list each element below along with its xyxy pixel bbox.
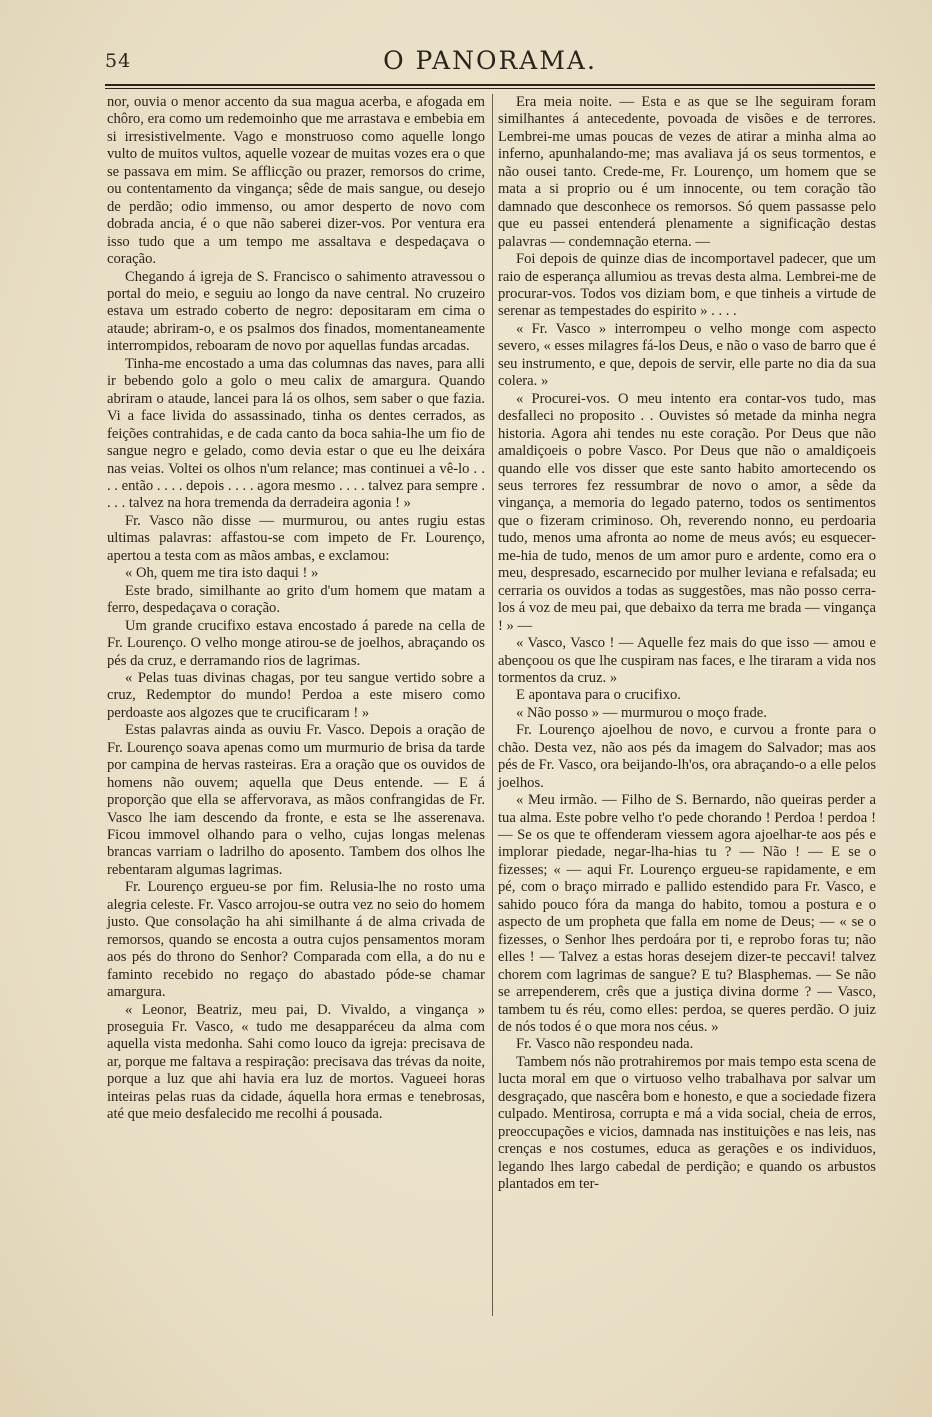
paragraph: nor, ouvia o menor accento da sua magua acerba, e afogada em chôro, era como um redemoinho que me arrastava e embebia em si irresistivelmente. Vago e monstruoso como aquelle longo vulto de muitos vultos, aquelle vozear de muitas vozes era o que se passava em mim. Se afflicção ou prazer, remorsos do crime, ou contentamento da vingança; sêde de mais sangue, ou desejo de perdão; odio immenso, ou amor desperto de novo com dobrada ancia, é o que não saberei dizer-vos. Por ventura era isso tudo que a um tempo me assaltava e despedaçava o coração. (107, 94, 485, 268)
paragraph: Fr. Vasco não disse — murmurou, ou antes rugiu estas ultimas palavras: affastou-se com impeto de Fr. Lourenço, apertou a testa com as mãos ambas, e exclamou: (107, 512, 485, 564)
paragraph: Estas palavras ainda as ouviu Fr. Vasco. Depois a oração de Fr. Lourenço soava apenas como um murmurio de brisa da tarde por campina de hervas rasteiras. Era a oração que os ouvidos de homens não ouvem; aquella que Deus entende. — E á proporção que ella se affervorava, as mãos confrangidas de Fr. Vasco lhe iam descendo da fronte, e esta se lhe asserenava. Ficou immovel olhando para o velho, cujas longas melenas brancas varriam o ladrilho do aposento. Tambem dos olhos lhe rebentaram algumas lagrimas. (107, 722, 485, 878)
column-divider (492, 94, 493, 1316)
paragraph: Fr. Lourenço ajoelhou de novo, e curvou a fronte para o chão. Desta vez, não aos pés da imagem do Salvador; mas aos pés de Fr. Vasco, ora beijando-lh'os, ora abraçando-o a elle pelos joelhos. (498, 722, 876, 791)
paragraph: « Meu irmão. — Filho de S. Bernardo, não queiras perder a tua alma. Este pobre velho t'o pede chorando ! Perdoa ! perdoa ! — Se os que te offenderam viessem agora ajoelhar-te aos pés e implorar piedade, negar-lha-hias tu ? — Não ! — E se o fizesses; « — aqui Fr. Lourenço ergueu-se rapidamente, e em pé, com o braço mirrado e pallido estendido para Fr. Vasco, e sahido pouco fóra da manga do habito, tomou a postura e o aspecto de um propheta que falla em nome de Deus; — « se o fizesses, o Senhor lhes perdoára por ti, e reprobo foras tu; não elles ! — Talvez a estas horas desejem dizer-te peccavi! talvez chorem com lagrimas de sangue? E tu? Blasphemas. — Se não se arrependerem, crês que a justiça divina dorme ? — Vasco, tambem tu és réu, como elles: perdoa, se queres perdão. O juiz de nós todos é o que mora nos céus. » (498, 792, 876, 1036)
paragraph: « Não posso » — murmurou o moço frade. (516, 704, 767, 721)
paragraph: Foi depois de quinze dias de incomportavel padecer, que um raio de esperança allumiou as trevas desta alma. Lembrei-me de procurar-vos. Todos vos diziam bom, e que tinheis a virtude de serenar as tempestades do espirito » . . . . (498, 251, 876, 320)
journal-title: O PANORAMA. (383, 46, 597, 75)
paragraph: Um grande crucifixo estava encostado á parede na cella de Fr. Lourenço. O velho monge atirou-se de joelhos, abraçando os pés da cruz, e derramando rios de lagrimas. (107, 617, 485, 669)
left-column (107, 94, 485, 1124)
paragraph: « Pelas tuas divinas chagas, por teu sangue vertido sobre a cruz, Redemptor do mundo! Perdoa a este misero como perdoaste aos algozes que te crucificaram ! » (107, 669, 485, 721)
page-header (105, 44, 875, 80)
header-rule (105, 84, 875, 86)
paragraph: « Vasco, Vasco ! — Aquelle fez mais do que isso — amou e abençoou os que lhe cuspiram nas faces, e lhe tiraram a vida nos tormentos da cruz. » (498, 635, 876, 686)
paragraph: « Oh, quem me tira isto daqui ! » (125, 565, 319, 582)
paragraph: Tambem nós não protrahiremos por mais tempo esta scena de lucta moral em que o virtuoso velho trabalhava por salvar um desgraçado, que nascêra bom e honesto, e que a sociedade fizera culpado. Mentirosa, corrupta e má a vida social, cheia de erros, preoccupações e vicios, damnada nas instituições e nas leis, nas crenças e nos costumes, educa as gerações e os individuos, legando lhes largo cabedal de perdição; e quando os arbustos plantados em ter- (498, 1053, 876, 1193)
paragraph: « Fr. Vasco » interrompeu o velho monge com aspecto severo, « esses milagres fá-los Deus, e não o vaso de barro que é seu instrumento, e que, depois de servir, elle parte no dia da sua colera. » (498, 320, 876, 390)
paragraph: « Leonor, Beatriz, meu pai, D. Vivaldo, a vingança » proseguia Fr. Vasco, « tudo me desapparéceu da alma com aquella vista medonha. Sahi como louco da igreja: precisava de ar, porque me faltava a respiração: precisava das trévas da noite, porque a luz que ahi havia era luz de mortos. Vagueei horas inteiras pelas ruas da cidade, áquella hora ermas e tenebrosas, até que meio desfalecido me recolhi á pousada. (107, 1001, 485, 1123)
paragraph: Fr. Lourenço ergueu-se por fim. Relusia-lhe no rosto uma alegria celeste. Fr. Vasco arrojou-se outra vez no seio do homem justo. Que consolação ha ahi similhante á de alma crivada de remorsos, quando se encosta a outra cujos pensamentos moram aos pés do throno do Senhor? Comparada com ella, a do nu e faminto recebido no regaço do abastado póde-se chamar amargura. (107, 879, 485, 1001)
paragraph: « Procurei-vos. O meu intento era contar-vos tudo, mas desfalleci no proposito . . Ouvistes só metade da minha negra historia. Agora ahi tendes nu este coração. Por Deus que não amaldiçoeis o pobre Vasco. Por Deus que não o amaldiçoeis quando elle vos disser que este santo habito amortecendo os seus terrores fez ressumbrar de novo o amor, a sêde da vingança, a memoria do legado paterno, todos os sentimentos que o fizeram criminoso. Oh, reverendo nonno, eu perdoaria tudo, menos uma afronta ao nome de meus avós; eu esquecer-me-hia de tudo, menos de um amor puro e ardente, como era o meu, despresado, escarnecido por mulher leviana e refalsada; eu cerraria os ouvidos a todas as suggestões, mas não posso cerra-los á voz de meu pai, que debaixo da terra me brada — vingança ! » — (498, 390, 876, 634)
paragraph: Este brado, similhante ao grito d'um homem que matam a ferro, despedaçava o coração. (107, 582, 485, 617)
paragraph: Era meia noite. — Esta e as que se lhe seguiram foram similhantes á antecedente, povoada de visões e de terrores. Lembrei-me umas poucas de vezes de atirar a minha alma ao inferno, apunhalando-me; mas avaliava já os seus tormentos, e não ousei tanto. Crede-me, Fr. Lourenço, um homem que se mata a si proprio ou é um innocente, ou tem coração tão damnado que desconhece os remorsos. Só quem passasse pelo que eu passei entenderá plenamente a significação destas palavras — condemnação eterna. — (498, 94, 876, 250)
paragraph: Chegando á igreja de S. Francisco o sahimento atravessou o portal do meio, e seguiu ao longo da nave central. No cruzeiro estava um estrado coberto de negro: depositaram em cima o ataude; abriram-o, e os psalmos dos finados, momentaneamente interrompidos, reboaram de novo por aquellas fundas arcadas. (107, 268, 485, 355)
page-number: 54 (105, 50, 132, 72)
header-rule-thin (105, 88, 875, 89)
paragraph: E apontava para o crucifixo. (516, 687, 681, 704)
right-column (498, 94, 876, 1194)
paragraph: Tinha-me encostado a uma das columnas das naves, para alli ir bebendo golo a golo o meu calix de amargura. Quando abriram o ataude, lancei para lá os olhos, sem saber o que fazia. Vi a face livida do assassinado, tinha os dentes cerrados, as feições contrahidas, e de cada canto da boca sahia-lhe um fio de sangue negro e gelado, como devia estar o que eu lhe deixára nas veias. Voltei os olhos n'um relance; mas continuei a vê-lo . . . . então . . . . depois . . . . agora mesmo . . . . talvez para sempre . . . . talvez na hora tremenda da derradeira agonia ! » (107, 355, 485, 512)
paragraph: Fr. Vasco não respondeu nada. (516, 1036, 694, 1053)
